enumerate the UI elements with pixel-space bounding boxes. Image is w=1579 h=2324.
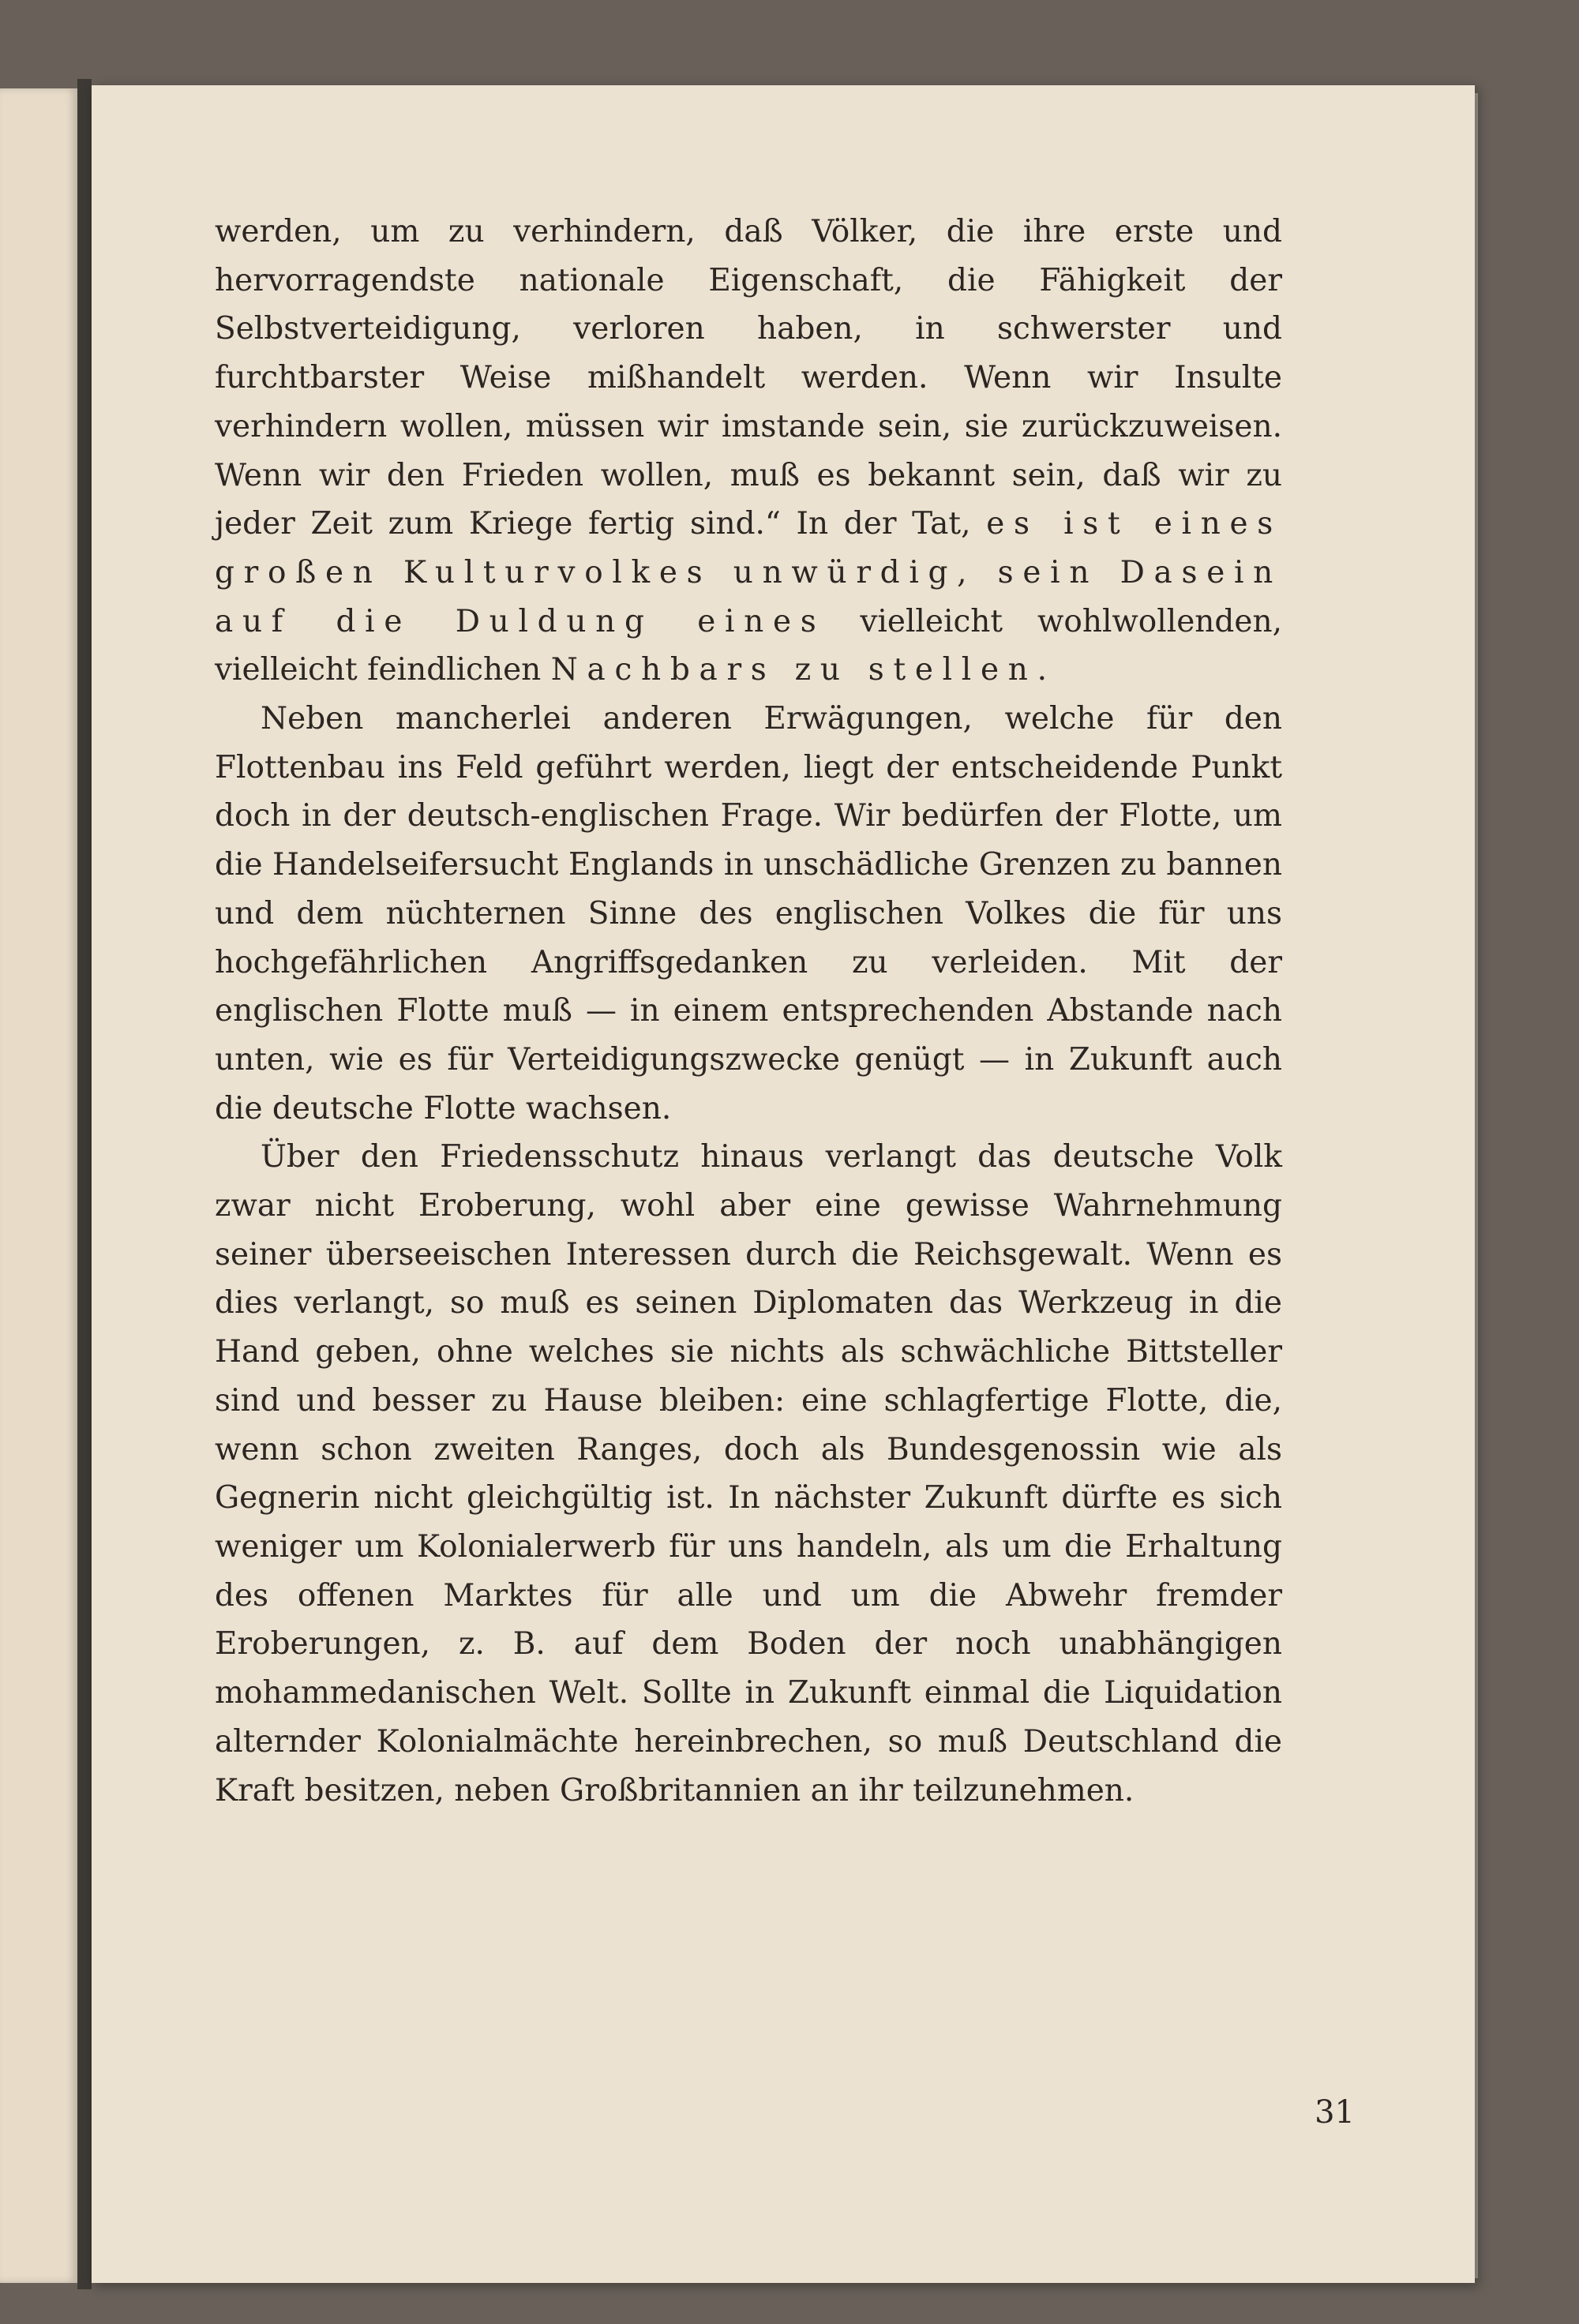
paragraph-1-middle: vielleicht wohlwollenden, vielleicht feindlichen [215,603,1282,688]
paragraph-1-text: werden, um zu verhindern, daß Völker, die ihre erste und hervorragendste nationale Eigenschaft, die Fähigkeit der Selbstverteidigung, verloren haben, in schwerster und furchtbarster Weise mißhandelt werden. Wenn wir Insulte verhindern wollen, müssen wir imstande sein, sie zurückzuweisen. Wenn wir den Frieden wollen, muß es bekannt sein, daß wir zu jeder Zeit zum Kriege fertig sind.“ In der Tat, [215,214,1282,542]
paragraph-2: Neben mancherlei anderen Erwägungen, welche für den Flottenbau ins Feld geführt werden, liegt der entscheidende Punkt doch in der deutsch-englischen Frage. Wir bedürfen der Flotte, um die Handelseifersucht Englands in unschädliche Grenzen zu bannen und dem nüchternen Sinne des englischen Volkes die für uns hochgefährlichen Angriffsgedanken zu verleiden. Mit der englischen Flotte muß — in einem entsprechenden Abstande nach unten, wie es für Verteidigungszwecke genügt — in Zukunft auch die deutsche Flotte wachsen. [215,701,1282,1126]
spaced-emphasis-1: es ist eines großen Kulturvolkes unwürdig, sein Dasein auf die Duldung eines [215,506,1282,639]
paragraph-3: Über den Friedensschutz hinaus verlangt das deutsche Volk zwar nicht Eroberung, wohl aber eine gewisse Wahrnehmung seiner überseeischen Interessen durch die Reichsgewalt. Wenn es dies verlangt, so muß es seinen Diplomaten das Werkzeug in die Hand geben, ohne welches sie nichts als schwächliche Bittsteller sind und besser zu Hause bleiben: eine schlagfertige Flotte, die, wenn schon zweiten Ranges, doch als Bundesgenossin wie als Gegnerin nicht gleichgültig ist. In nächster Zukunft dürfte es sich weniger um Kolonialerwerb für uns handeln, als um die Erhaltung des offenen Marktes für alle und um die Abwehr fremder Eroberungen, z. B. auf dem Boden der noch unabhängigen mohammedanischen Welt. Sollte in Zukunft einmal die Liquidation alternder Kolonialmächte hereinbrechen, so muß Deutschland die Kraft besitzen, neben Großbritannien an ihr teilzunehmen. [215,1139,1282,1809]
book-gutter [77,79,92,2289]
page-number: 31 [1315,2094,1355,2131]
previous-page-edge [0,88,77,2283]
book-page [92,85,1475,2283]
body-text [215,208,1282,1815]
spaced-emphasis-2: Nachbars zu stellen. [550,652,1056,688]
paragraph-1 [215,208,1282,695]
